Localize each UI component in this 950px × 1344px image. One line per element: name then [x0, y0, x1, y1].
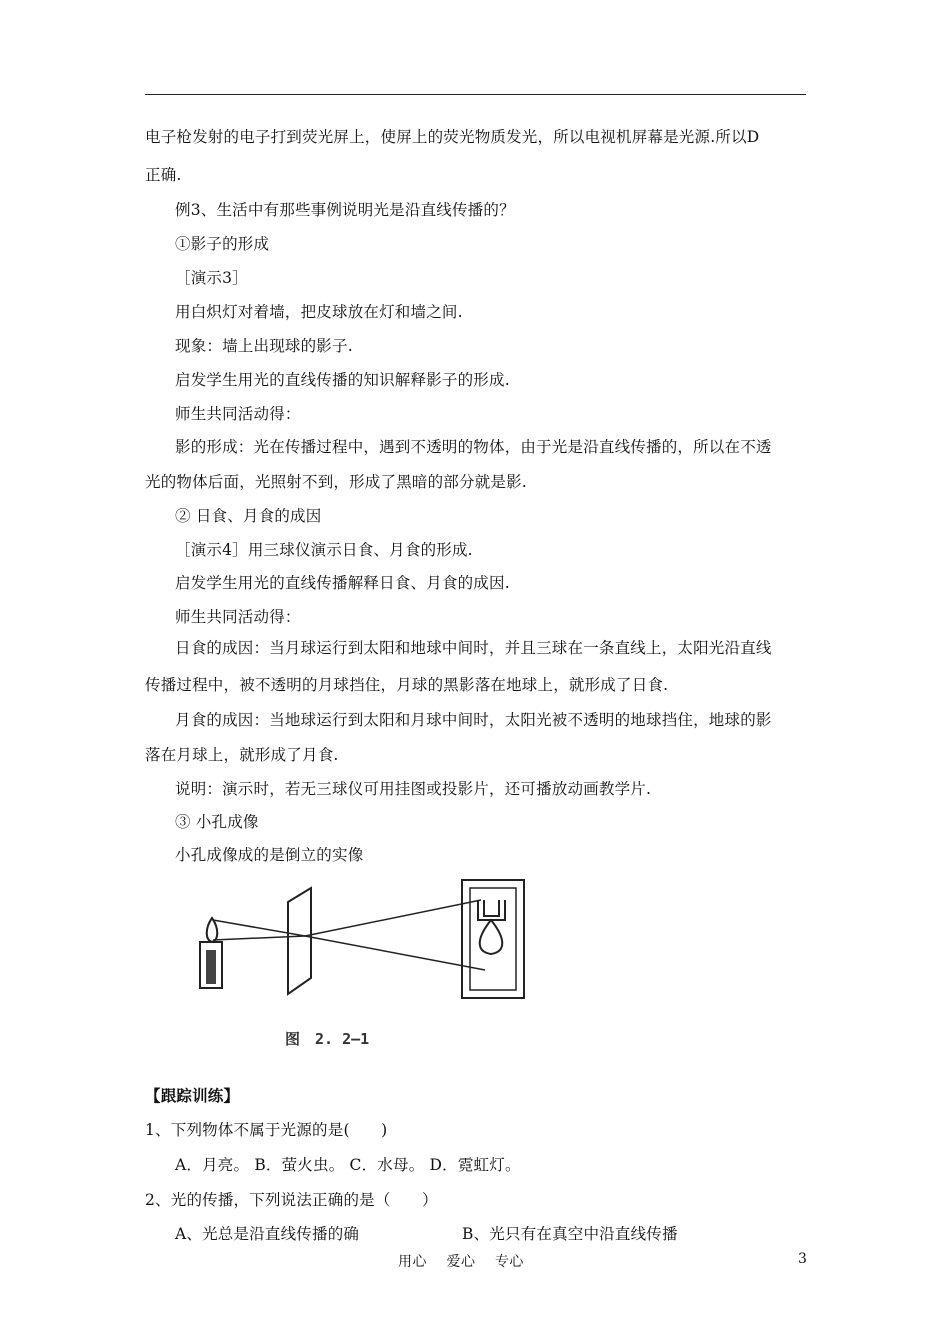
demo-label: ［演示3］ [175, 269, 248, 287]
question-2-option-b: B、光只有在真空中沿直线传播 [462, 1225, 678, 1243]
question-2: 2、光的传播，下列说法正确的是（ ） [145, 1191, 438, 1209]
figure-caption: 图 2. 2—1 [285, 1030, 370, 1048]
paragraph-line: 启发学生用光的直线传播解释日食、月食的成因. [175, 574, 510, 592]
question-2-option-a: A、光总是沿直线传播的确 [175, 1225, 360, 1243]
footer-text: 用心 爱心 专心 [398, 1254, 524, 1270]
question-1-options: A．月亮。 B．萤火虫。 C．水母。 D．霓虹灯。 [175, 1156, 521, 1174]
paragraph-line: 影的形成：光在传播过程中，遇到不透明的物体，由于光是沿直线传播的，所以在不透 [175, 438, 772, 456]
example-heading: 例3、生活中有那些事例说明光是沿直线传播的？ [175, 201, 515, 219]
pinhole-figure [185, 870, 540, 1050]
subheading-eclipse: ② 日食、月食的成因 [175, 507, 322, 525]
paragraph-line: 日食的成因：当月球运行到太阳和地球中间时，并且三球在一条直线上，太阳光沿直线 [175, 639, 772, 657]
header-rule [145, 94, 806, 95]
paragraph-line: 小孔成像成的是倒立的实像 [175, 846, 364, 864]
paragraph-line: 说明：演示时，若无三球仪可用挂图或投影片，还可播放动画教学片. [175, 780, 652, 798]
subheading-pinhole: ③ 小孔成像 [175, 813, 259, 831]
question-1: 1、下列物体不属于光源的是( ) [145, 1121, 388, 1139]
paragraph-line: 师生共同活动得： [175, 608, 301, 626]
pinhole-board-icon [288, 888, 311, 994]
paragraph-line: 师生共同活动得： [175, 405, 301, 423]
paragraph-line: ［演示4］用三球仪演示日食、月食的形成. [175, 541, 473, 559]
paragraph-line: 启发学生用光的直线传播的知识解释影子的形成. [175, 371, 510, 389]
paragraph-line: 电子枪发射的电子打到荧光屏上，使屏上的荧光物质发光，所以电视机屏幕是光源.所以D [145, 128, 760, 146]
pinhole-diagram [185, 870, 540, 1050]
paragraph-line: 用白炽灯对着墙，把皮球放在灯和墙之间. [175, 303, 463, 321]
paragraph-line: 落在月球上，就形成了月食. [145, 746, 339, 764]
subheading-shadow: ①影子的形成 [175, 235, 270, 253]
paragraph-line: 传播过程中，被不透明的月球挡住，月球的黑影落在地球上，就形成了日食. [145, 676, 669, 694]
paragraph-line: 正确. [145, 166, 182, 184]
paragraph-line: 现象：墙上出现球的影子. [175, 337, 353, 355]
section-heading: 【跟踪训练】 [145, 1086, 240, 1105]
paragraph-line: 月食的成因：当地球运行到太阳和月球中间时，太阳光被不透明的地球挡住，地球的影 [175, 711, 772, 729]
page-number: 3 [798, 1251, 807, 1267]
paragraph-line: 光的物体后面，光照射不到，形成了黑暗的部分就是影. [145, 473, 527, 491]
candle-flame-icon [207, 918, 218, 942]
